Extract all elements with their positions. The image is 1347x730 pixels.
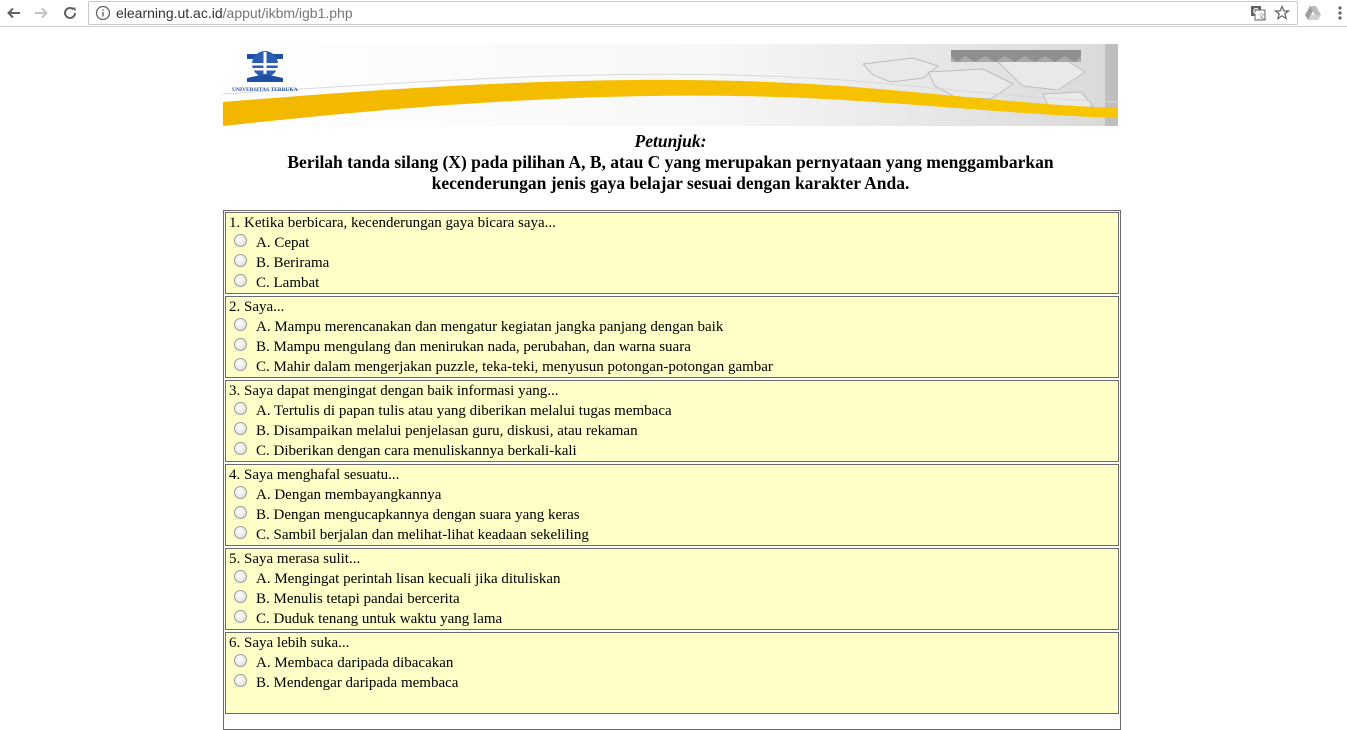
option-label: B. Menulis tetapi pandai bercerita xyxy=(256,591,460,607)
radio-button[interactable] xyxy=(234,486,247,499)
instructions-line-1: Berilah tanda silang (X) pada pilihan A, B, atau C yang merupakan pernyataan yang menggambarkan xyxy=(287,152,1054,172)
option-label: A. Dengan membayangkannya xyxy=(256,487,442,503)
question-6 xyxy=(225,632,1119,714)
option-label: B. Dengan mengucapkannya dengan suara yang keras xyxy=(256,507,580,523)
option-row[interactable] xyxy=(226,337,1118,357)
url-text[interactable] xyxy=(116,4,353,22)
menu-button[interactable] xyxy=(1330,3,1347,23)
star-icon xyxy=(1274,5,1290,21)
banner-graphic xyxy=(223,44,1118,126)
instructions-block xyxy=(223,131,1118,194)
option-label: A. Membaca daripada dibacakan xyxy=(256,655,454,671)
header-banner xyxy=(223,44,1118,126)
translate-button[interactable] xyxy=(1249,5,1267,21)
option-label: C. Mahir dalam mengerjakan puzzle, teka-teki, menyusun potongan-potongan gambar xyxy=(256,359,773,375)
pattern-block xyxy=(951,50,1081,62)
drive-icon xyxy=(1304,5,1322,21)
radio-button[interactable] xyxy=(234,610,247,623)
option-label: C. Sambil berjalan dan melihat-lihat keadaan sekeliling xyxy=(256,527,589,543)
option-row[interactable] xyxy=(226,653,1118,673)
option-label: C. Duduk tenang untuk waktu yang lama xyxy=(256,611,503,627)
instructions-title: Petunjuk: xyxy=(634,131,707,151)
back-button[interactable] xyxy=(4,3,24,23)
option-row[interactable] xyxy=(226,525,1118,545)
option-row[interactable] xyxy=(226,569,1118,589)
forward-arrow-icon xyxy=(33,5,49,21)
radio-button[interactable] xyxy=(234,318,247,331)
reload-button[interactable] xyxy=(60,3,80,23)
radio-button[interactable] xyxy=(234,402,247,415)
radio-button[interactable] xyxy=(234,338,247,351)
url-host: elearning.ut.ac.id xyxy=(116,5,223,21)
option-label: B. Mendengar daripada membaca xyxy=(256,675,459,691)
url-path: /apput/ikbm/igb1.php xyxy=(222,5,353,21)
option-label: B. Mampu mengulang dan menirukan nada, perubahan, dan warna suara xyxy=(256,339,691,355)
more-vert-icon xyxy=(1337,5,1343,21)
option-row[interactable] xyxy=(226,317,1118,337)
instructions-line-2: kecenderungan jenis gaya belajar sesuai dengan karakter Anda. xyxy=(431,173,910,193)
option-row[interactable] xyxy=(226,609,1118,629)
radio-button[interactable] xyxy=(234,526,247,539)
option-label: A. Cepat xyxy=(256,235,310,251)
option-row[interactable] xyxy=(226,505,1118,525)
question-text: 4. Saya menghafal sesuatu... xyxy=(229,467,400,483)
radio-button[interactable] xyxy=(234,254,247,267)
svg-text:G: G xyxy=(1253,7,1260,16)
bookmark-star-button[interactable] xyxy=(1273,5,1291,21)
address-bar[interactable] xyxy=(88,1,1298,25)
quiz-table xyxy=(223,210,1121,730)
forward-button[interactable] xyxy=(31,3,51,23)
back-arrow-icon xyxy=(6,5,22,21)
radio-button[interactable] xyxy=(234,442,247,455)
option-row[interactable] xyxy=(226,233,1118,253)
option-row[interactable] xyxy=(226,589,1118,609)
logo-caption: UNIVERSITAS TERBUKA xyxy=(232,87,298,93)
option-label: A. Tertulis di papan tulis atau yang diberikan melalui tugas membaca xyxy=(256,403,672,419)
option-row[interactable] xyxy=(226,273,1118,293)
question-text: 5. Saya merasa sulit... xyxy=(229,551,361,567)
question-text: 3. Saya dapat mengingat dengan baik informasi yang... xyxy=(229,383,559,399)
option-row[interactable] xyxy=(226,441,1118,461)
option-row[interactable] xyxy=(226,253,1118,273)
radio-button[interactable] xyxy=(234,570,247,583)
browser-toolbar xyxy=(0,0,1347,27)
translate-icon xyxy=(1250,5,1266,21)
radio-button[interactable] xyxy=(234,358,247,371)
radio-button[interactable] xyxy=(234,234,247,247)
question-5 xyxy=(225,548,1119,630)
option-row[interactable] xyxy=(226,357,1118,377)
option-label: A. Mampu merencanakan dan mengatur kegiatan jangka panjang dengan baik xyxy=(256,319,724,335)
question-1 xyxy=(225,212,1119,294)
option-row[interactable] xyxy=(226,673,1118,693)
option-row[interactable] xyxy=(226,421,1118,441)
option-label: C. Diberikan dengan cara menuliskannya berkali-kali xyxy=(256,443,577,459)
option-label: C. Lambat xyxy=(256,275,320,291)
option-label: B. Berirama xyxy=(256,255,330,271)
radio-button[interactable] xyxy=(234,590,247,603)
question-4 xyxy=(225,464,1119,546)
reload-icon xyxy=(62,5,78,21)
radio-button[interactable] xyxy=(234,422,247,435)
radio-button[interactable] xyxy=(234,506,247,519)
question-text: 6. Saya lebih suka... xyxy=(229,635,350,651)
question-text: 2. Saya... xyxy=(229,299,285,315)
question-text: 1. Ketika berbicara, kecenderungan gaya bicara saya... xyxy=(229,215,556,231)
question-3 xyxy=(225,380,1119,462)
radio-button[interactable] xyxy=(234,274,247,287)
radio-button[interactable] xyxy=(234,654,247,667)
option-label: A. Mengingat perintah lisan kecuali jika dituliskan xyxy=(256,571,561,587)
info-icon[interactable] xyxy=(95,5,111,21)
option-label: B. Disampaikan melalui penjelasan guru, diskusi, atau rekaman xyxy=(256,423,638,439)
drive-extension-button[interactable] xyxy=(1303,3,1323,23)
option-row[interactable] xyxy=(226,401,1118,421)
option-row[interactable] xyxy=(226,485,1118,505)
question-2 xyxy=(225,296,1119,378)
svg-text:文: 文 xyxy=(1258,12,1265,21)
